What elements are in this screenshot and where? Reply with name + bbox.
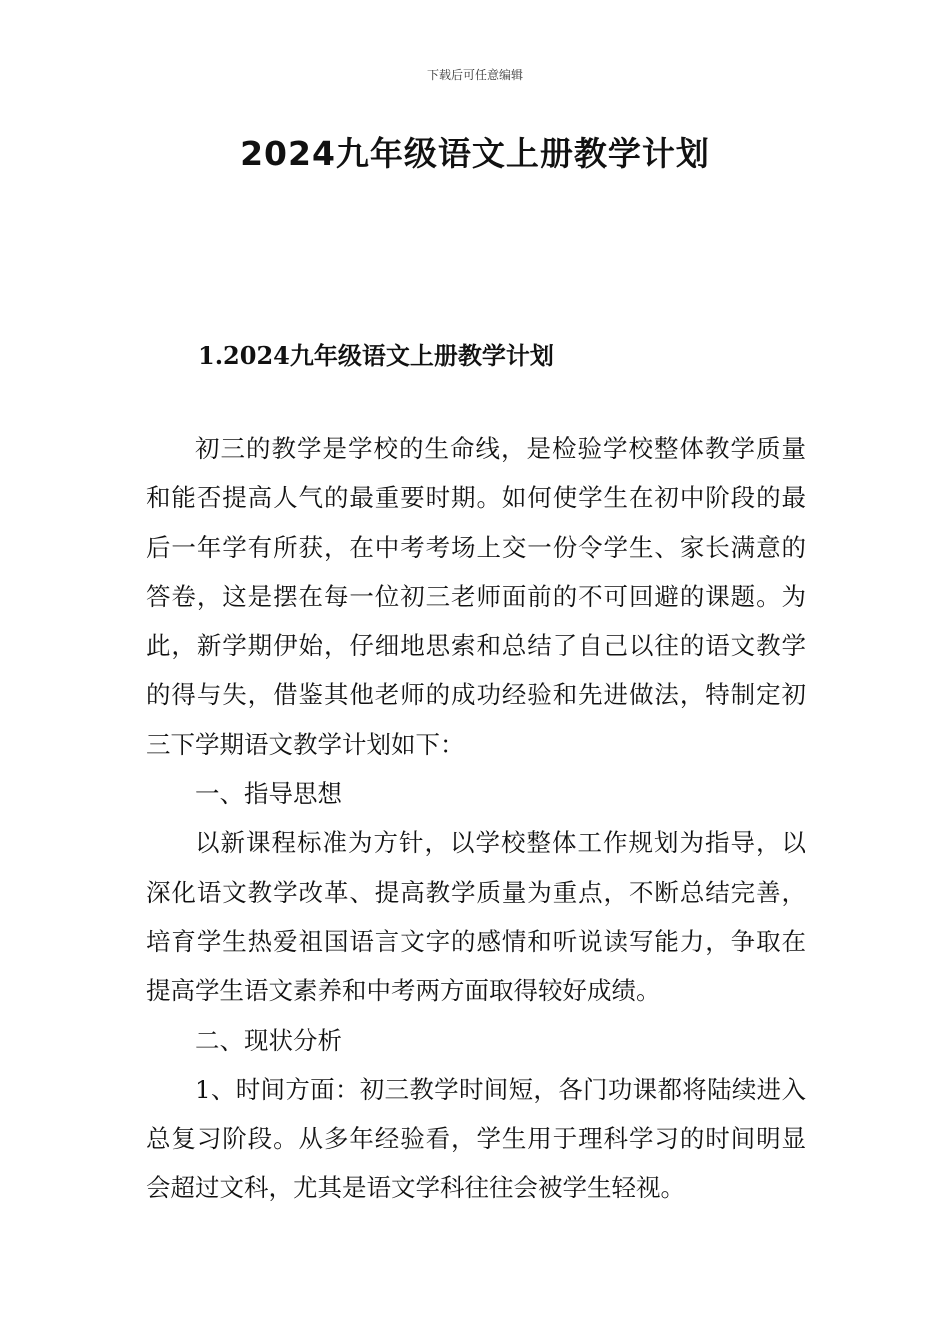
- document-title: 2024九年级语文上册教学计划: [240, 134, 710, 173]
- heading-guiding-ideology: 一、指导思想: [195, 779, 342, 809]
- document-body: [146, 424, 806, 1213]
- intro-paragraph: 初三的教学是学校的生命线，是检验学校整体教学质量和能否提高人气的最重要时期。如何使学生在初中阶段的最后一年学有所获，在中考考场上交一份令学生、家长满意的答卷，这是摆在每一位初三老师面前的不可回避的课题。为此，新学期伊始，仔细地思索和总结了自己以往的语文教学的得与失，借鉴其他老师的成功经验和先进做法，特制定初三下学期语文教学计划如下：: [146, 434, 806, 759]
- time-aspect-paragraph: 1、时间方面：初三教学时间短，各门功课都将陆续进入总复习阶段。从多年经验看，学生用于理科学习的时间明显会超过文科，尤其是语文学科往往会被学生轻视。: [146, 1074, 806, 1203]
- guiding-ideology-paragraph: 以新课程标准为方针，以学校整体工作规划为指导，以深化语文教学改革、提高教学质量为重点，不断总结完善，培育学生热爱祖国语言文字的感情和听说读写能力，争取在提高学生语文素养和中考两方面取得较好成绩。: [146, 828, 806, 1006]
- page-header-note: 下载后可任意编辑: [426, 68, 523, 82]
- heading-current-analysis: 二、现状分析: [195, 1025, 342, 1055]
- section-heading: 1.2024九年级语文上册教学计划: [198, 341, 554, 370]
